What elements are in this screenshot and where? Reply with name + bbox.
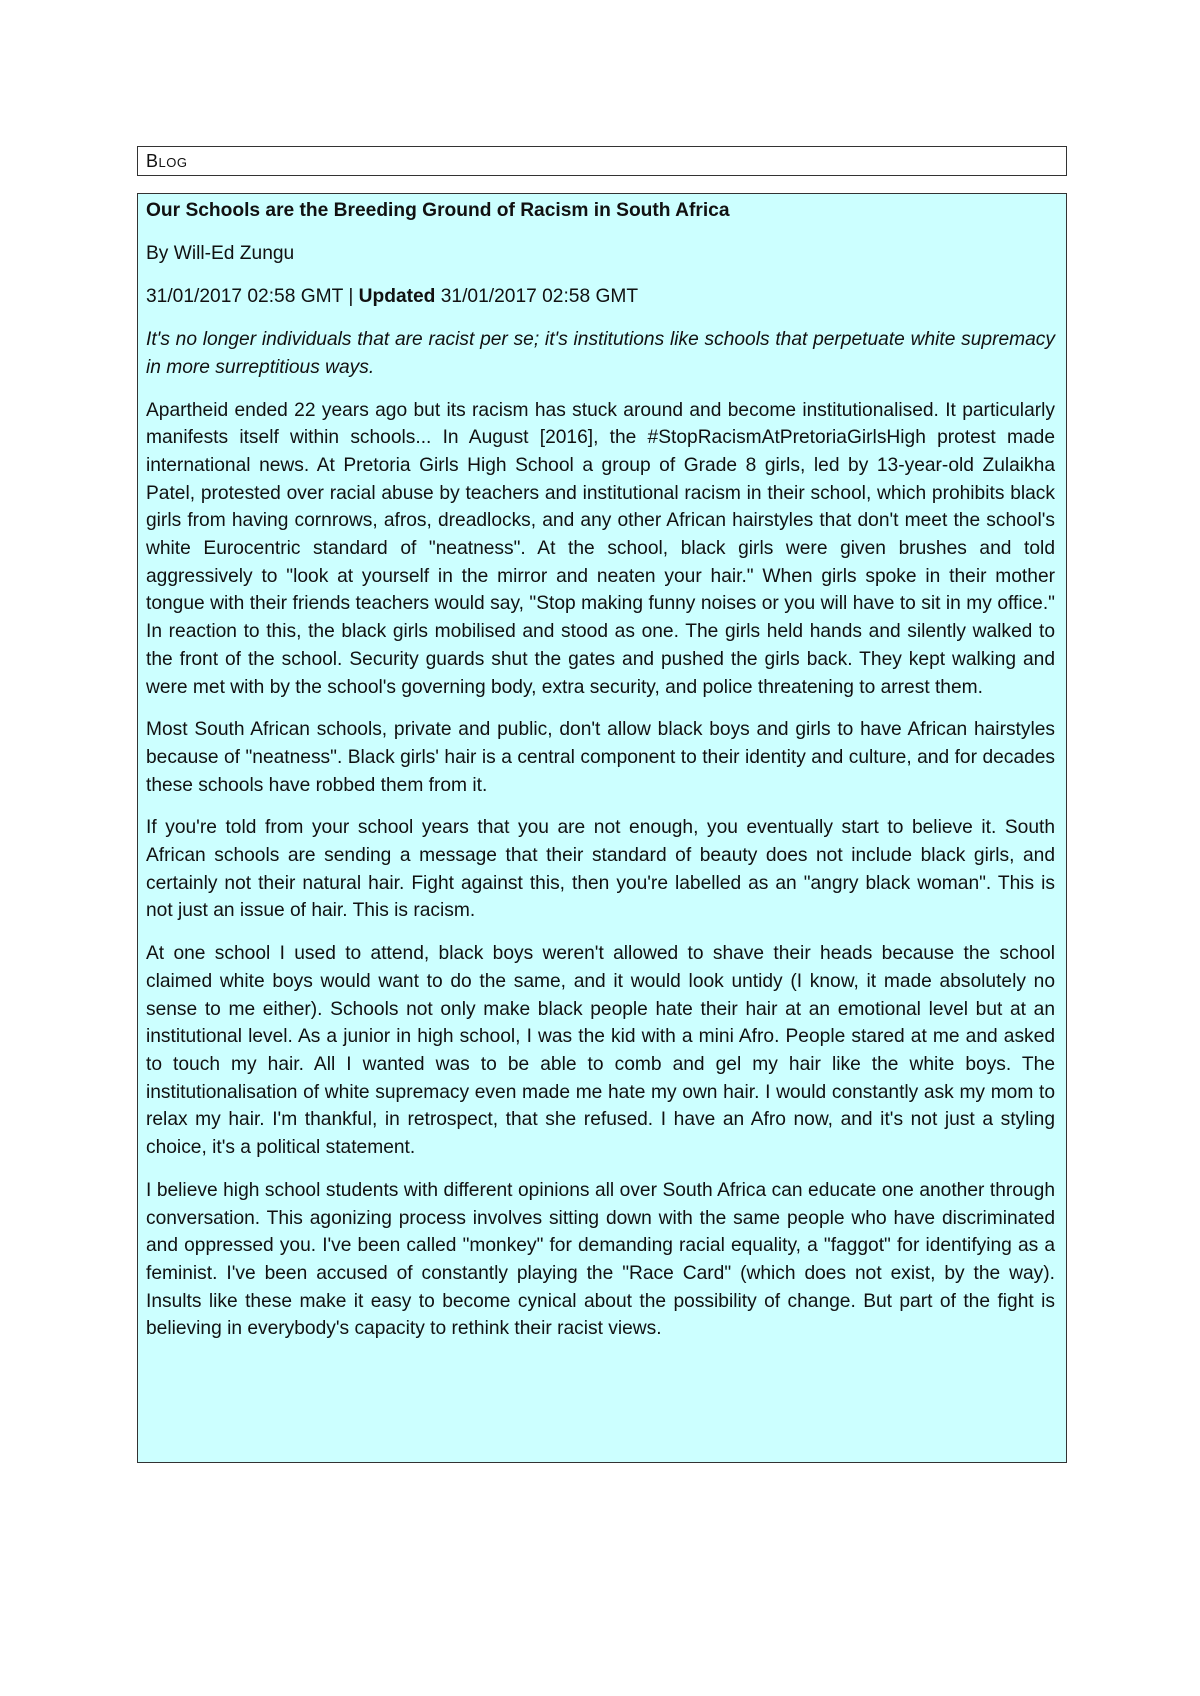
blog-label: Blog: [146, 151, 188, 171]
article-title: Our Schools are the Breeding Ground of Racism in South Africa: [146, 200, 730, 221]
blog-section-header: [137, 146, 1067, 176]
article-byline: By Will-Ed Zungu: [146, 242, 295, 264]
updated-label: Updated: [358, 286, 436, 308]
article-meta: [146, 283, 1055, 311]
article-paragraph: Most South African schools, private and public, don't allow black boys and girls to have African hairstyles because of "neatness". Black girls' hair is a central component to their identity and culture, and for decades these schools have robbed them from it.: [146, 719, 1055, 796]
meta-separator: |: [343, 286, 359, 308]
article-paragraph: At one school I used to attend, black boys weren't allowed to shave their heads because the school claimed white boys would want to do the same, and it would look untidy (I know, it made absolutely no sense to me either). Schools not only make black people hate their hair at an emotional level but at an institutional level. As a junior in high school, I was the kid with a mini Afro. People stared at me and asked to touch my hair. All I wanted was to be able to comb and gel my hair like the white boys. The institutionalisation of white supremacy even made me hate my own hair. I would constantly ask my mom to relax my hair. I'm thankful, in retrospect, that she refused. I have an Afro now, and it's not just a styling choice, it's a political statement.: [146, 943, 1055, 1159]
article-paragraph: I believe high school students with different opinions all over South Africa can educate one another through conversation. This agonizing process involves sitting down with the same people who have discriminated and oppressed you. I've been called "monkey" for demanding racial equality, a "faggot" for identifying as a feminist. I've been accused of constantly playing the "Race Card" (which does not exist, by the way). Insults like these make it easy to become cynical about the possibility of change. But part of the fight is believing in everybody's capacity to rethink their racist views.: [146, 1179, 1055, 1340]
article-paragraph: If you're told from your school years that you are not enough, you eventually start to believe it. South African schools are sending a message that their standard of beauty does not include black girls, and certainly not their natural hair. Fight against this, then you're labelled as an "angry black woman". This is not just an issue of hair. This is racism.: [146, 817, 1055, 922]
updated-date: 31/01/2017 02:58 GMT: [440, 286, 639, 308]
article-box: [137, 193, 1067, 1463]
article-lead: It's no longer individuals that are racist per se; it's institutions like schools that perpetuate white supremacy in more surreptitious ways.: [146, 329, 1055, 378]
published-date: 31/01/2017 02:58 GMT: [146, 286, 343, 308]
article-paragraph: Apartheid ended 22 years ago but its racism has stuck around and become institutionalised. It particularly manifests itself within schools... In August [2016], the #StopRacismAtPretoriaGirlsHigh protest made international news. At Pretoria Girls High School a group of Grade 8 girls, led by 13-year-old Zulaikha Patel, protested over racial abuse by teachers and institutional racism in their school, which prohibits black girls from having cornrows, afros, dreadlocks, and any other African hairstyles that don't meet the school's white Eurocentric standard of "neatness". At the school, black girls were given brushes and told aggressively to "look at yourself in the mirror and neaten your hair." When girls spoke in their mother tongue with their friends teachers would say, "Stop making funny noises or you will have to sit in my office." In reaction to this, the black girls mobilised and stood as one. The girls held hands and silently walked to the front of the school. Security guards shut the gates and pushed the girls back. They kept walking and were met with by the school's governing body, extra security, and police threatening to arrest them.: [146, 399, 1055, 698]
